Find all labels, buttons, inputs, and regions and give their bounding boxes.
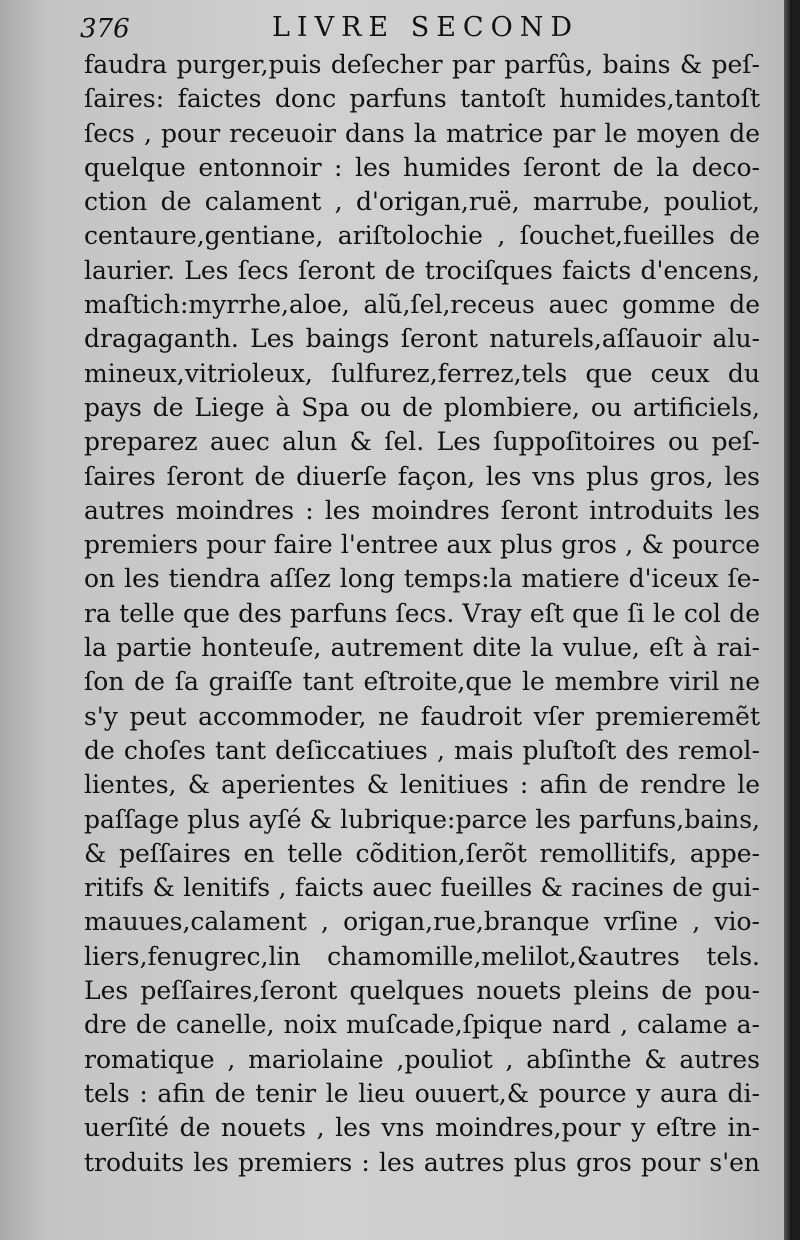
text-line: mineux,vitrioleux, ſulfurez,ferrez,tels que ceux du [84, 358, 760, 388]
page-header [80, 12, 760, 46]
text-line: maſtich:myrrhe,aloe, alũ,ſel,receus auec gomme de [84, 290, 760, 320]
text-line: tels : afin de tenir le lieu ouuert,& pource y aura di- [84, 1078, 760, 1108]
text-line: s'y peut accommoder, ne faudroit vſer premieremẽt [84, 701, 760, 731]
text-line: laurier. Les ſecs ſeront de trociſques faicts d'encens, [84, 255, 760, 285]
running-head: LIVRE SECOND [272, 12, 579, 43]
text-line: ction de calament , d'origan,ruë, marrube, pouliot, [84, 187, 760, 217]
text-line: preparez auec alun & ſel. Les ſuppoſitoires ou peſ- [84, 427, 760, 457]
text-line: liers,fenugrec,lin chamomille,melilot,&autres tels. [84, 941, 760, 971]
text-line: ritifs & lenitifs , faicts auec fueilles & racines de gui- [84, 873, 760, 903]
text-line: centaure,gentiane, ariſtolochie , ſouchet,fueilles de [84, 221, 760, 251]
text-line: paſſage plus ayſé & lubrique:parce les parfuns,bains, [84, 804, 760, 834]
body-text [84, 48, 760, 1180]
text-line: autres moindres : les moindres ſeront introduits les [84, 495, 760, 525]
page-number: 376 [80, 14, 130, 44]
text-line: dragaganth. Les baings ſeront naturels,aſſauoir alu- [84, 324, 760, 354]
text-line: pays de Liege à Spa ou de plombiere, ou artificiels, [84, 392, 760, 422]
text-line: ſaires ſeront de diuerſe façon, les vns plus gros, les [84, 461, 760, 491]
text-line: premiers pour faire l'entree aux plus gros , & pource [84, 530, 760, 560]
text-line: Les peſſaires,ſeront quelques nouets pleins de pou- [84, 976, 760, 1006]
page-edge-shadow [784, 0, 792, 1240]
text-line: ra telle que des parfuns ſecs. Vray eſt que ſi le col de [84, 598, 760, 628]
text-line: uerſité de nouets , les vns moindres,pour y eſtre in- [84, 1113, 760, 1143]
text-line: mauues,calament , origan,rue,branque vrſine , vio- [84, 907, 760, 937]
text-line: troduits les premiers : les autres plus gros pour s'en [84, 1147, 760, 1177]
text-line: dre de canelle, noix muſcade,ſpique nard , calame a- [84, 1010, 760, 1040]
text-line: la partie honteuſe, autrement dite la vulue, eſt à rai- [84, 633, 760, 663]
text-line: faudra purger,puis deſecher par parfûs, bains & peſ- [84, 50, 760, 79]
text-line: ſon de ſa graiſſe tant eſtroite,que le membre viril ne [84, 667, 760, 697]
text-line: on les tiendra aſſez long temps:la matiere d'iceux ſe- [84, 564, 760, 594]
text-line: ſaires: faictes donc parfuns tantoſt humides,tantoſt [84, 84, 760, 114]
text-line: & peſſaires en telle cõdition,ſerõt remollitifs, appe- [84, 838, 760, 868]
text-line: quelque entonnoir : les humides ſeront de la deco- [84, 152, 760, 182]
text-line: romatique , mariolaine ,pouliot , abſinthe & autres [84, 1044, 760, 1074]
text-line: lientes, & aperientes & lenitiues : afin de rendre le [84, 770, 760, 800]
text-line: ſecs , pour receuoir dans la matrice par le moyen de [84, 118, 760, 148]
text-line: de choſes tant deſiccatiues , mais pluſtoſt des remol- [84, 735, 760, 765]
